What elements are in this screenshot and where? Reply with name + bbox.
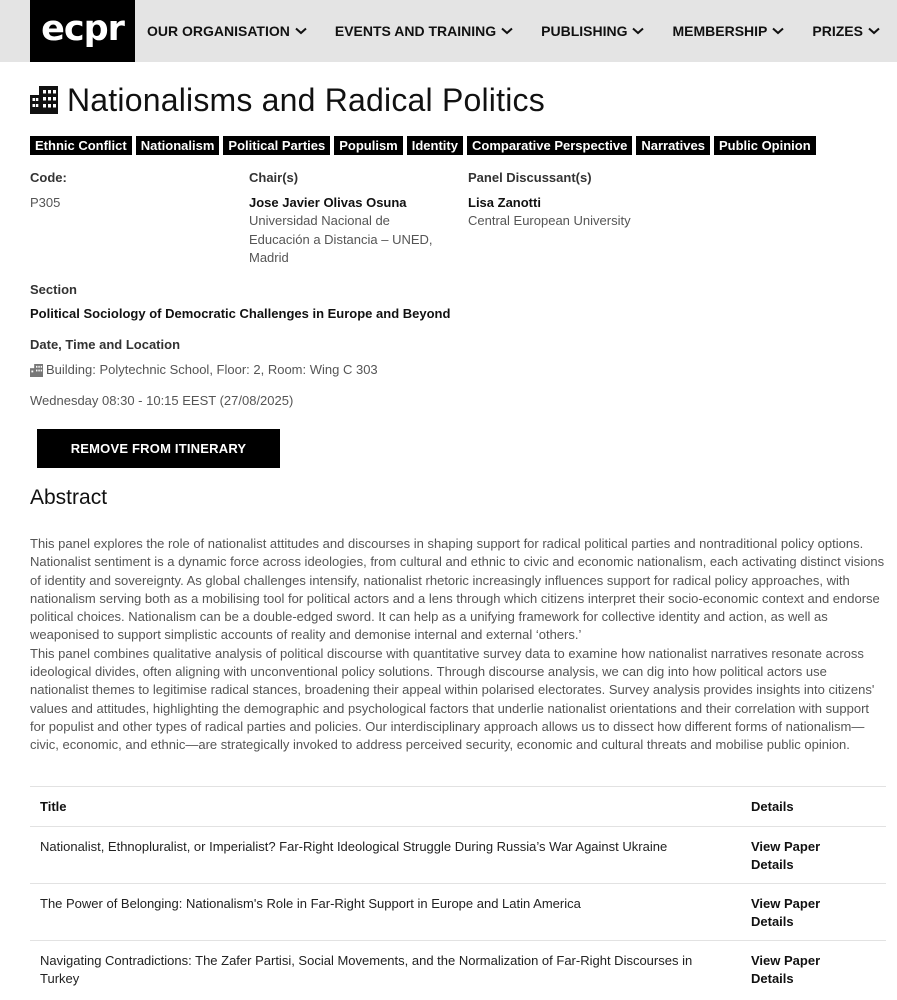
abstract-text — [30, 535, 887, 755]
chair-affiliation: Universidad Nacional de Educación a Distancia – UNED, Madrid — [249, 213, 433, 265]
papers-table — [30, 786, 886, 997]
table-header — [30, 786, 886, 826]
nav-membership[interactable] — [672, 23, 784, 39]
tag[interactable]: Public Opinion — [714, 136, 816, 155]
date-time-text: Wednesday 08:30 - 10:15 EEST (27/08/2025) — [30, 392, 294, 408]
paper-title: Navigating Contradictions: The Zafer Partisi, Social Movements, and the Normalization of Far-Right Discourses in Turkey — [40, 953, 693, 986]
top-navigation-bar — [0, 0, 897, 62]
chair-block — [249, 170, 449, 268]
chevron-down-icon — [632, 27, 644, 35]
chair-name[interactable]: Jose Javier Olivas Osuna — [249, 195, 407, 210]
nav-our-organisation[interactable] — [147, 23, 307, 39]
tag[interactable]: Nationalism — [136, 136, 220, 155]
nav-label: OUR ORGANISATION — [147, 23, 290, 39]
keyword-tags — [30, 136, 820, 155]
tag[interactable]: Political Parties — [223, 136, 330, 155]
paper-title: The Power of Belonging: Nationalism's Role in Far-Right Support in Europe and Latin America — [40, 896, 581, 911]
chevron-down-icon — [295, 27, 307, 35]
panel-code: P305 — [30, 195, 61, 210]
nav-label: EVENTS AND TRAINING — [334, 23, 497, 39]
date-time-location-block — [30, 337, 730, 410]
tag[interactable]: Populism — [334, 136, 403, 155]
nav-label: PUBLISHING — [541, 23, 628, 39]
main-nav — [147, 0, 897, 62]
building-icon — [30, 86, 58, 114]
paper-title: Nationalist, Ethnopluralist, or Imperialist? Far-Right Ideological Struggle During Russia’s War Against Ukraine — [40, 839, 668, 854]
nav-events-and-training[interactable] — [335, 23, 513, 39]
view-paper-details-link[interactable]: View Paper Details — [751, 953, 821, 986]
page-title: Nationalisms and Radical Politics — [67, 81, 545, 118]
chair-label: Chair(s) — [249, 170, 299, 185]
discussant-affiliation: Central European University — [468, 213, 631, 228]
table-row — [30, 940, 886, 997]
abstract-heading: Abstract — [30, 486, 108, 509]
nav-label: PRIZES — [812, 23, 863, 39]
view-paper-details-link[interactable]: View Paper Details — [751, 839, 821, 872]
nav-label: MEMBERSHIP — [672, 23, 768, 39]
tag[interactable]: Narratives — [636, 136, 710, 155]
section-block — [30, 282, 730, 321]
chevron-down-icon — [868, 27, 880, 35]
tag[interactable]: Ethnic Conflict — [30, 136, 132, 155]
discussant-label: Panel Discussant(s) — [468, 170, 592, 185]
code-label: Code: — [30, 170, 67, 185]
nav-prizes[interactable] — [812, 23, 880, 39]
table-row — [30, 826, 886, 883]
panel-code-block — [30, 170, 230, 213]
column-header-details: Details — [751, 799, 794, 814]
chevron-down-icon — [772, 27, 784, 35]
tag[interactable]: Comparative Perspective — [467, 136, 632, 155]
location-row — [30, 361, 730, 380]
section-name[interactable]: Political Sociology of Democratic Challenges in Europe and Beyond — [30, 306, 451, 321]
remove-from-itinerary-button[interactable]: REMOVE FROM ITINERARY — [37, 429, 280, 468]
page-title-row — [30, 80, 545, 120]
location-text: Building: Polytechnic School, Floor: 2, Room: Wing C 303 — [46, 362, 378, 377]
view-paper-details-link[interactable]: View Paper Details — [751, 896, 821, 929]
building-icon — [30, 364, 43, 377]
abstract-paragraph: This panel combines qualitative analysis of political discourse with quantitative survey data to examine how nationalist narratives resonate across ideological divides, often aligning with unconventional policy solutions. Through discourse analysis, we can dig into how political actors use nationalist themes to legitimise radical stances, broadening their appeal within polarised electorates. Survey analysis provides insights into citizens' values and attitudes, highlighting the demographic and psychological factors that underlie nationalist orientations and their correlation with support for populist and other types of radical parties and policies. Our interdisciplinary approach allows us to dissect how different forms of nationalism—civic, economic, and ethnic—are strategically invoked to address perceived security, economic and cultural threats and mobilise public opinion. — [30, 645, 875, 753]
tag[interactable]: Identity — [407, 136, 463, 155]
discussant-block — [468, 170, 718, 231]
chevron-down-icon — [501, 27, 513, 35]
table-row — [30, 883, 886, 940]
nav-publishing[interactable] — [541, 23, 644, 39]
discussant-name[interactable]: Lisa Zanotti — [468, 195, 541, 210]
abstract-paragraph: This panel explores the role of nationalist attitudes and discourses in shaping support for radical political parties and nontraditional policy options. Nationalist sentiment is a dynamic force across ideologies, from cultural and ethnic to civic and economic nationalism, each activating distinct visions of identity and sovereignty. As global challenges intensify, nationalist rhetoric increasingly influences support for radical policy approaches, with nationalism serving both as a mobilising tool for political actors and a lens through which citizens interpret their socio-economic context and endorse political choices. Nationalism can be a double-edged sword. It can help as a unifying framework for collective identity and action, as well as weaponised to support simplistic accounts of reality and demonise internal and external ‘others.’ — [30, 536, 885, 643]
section-label: Section — [30, 282, 77, 297]
dtl-label: Date, Time and Location — [30, 337, 181, 352]
ecpr-logo[interactable]: ecpr — [30, 0, 135, 62]
column-header-title: Title — [40, 799, 67, 814]
